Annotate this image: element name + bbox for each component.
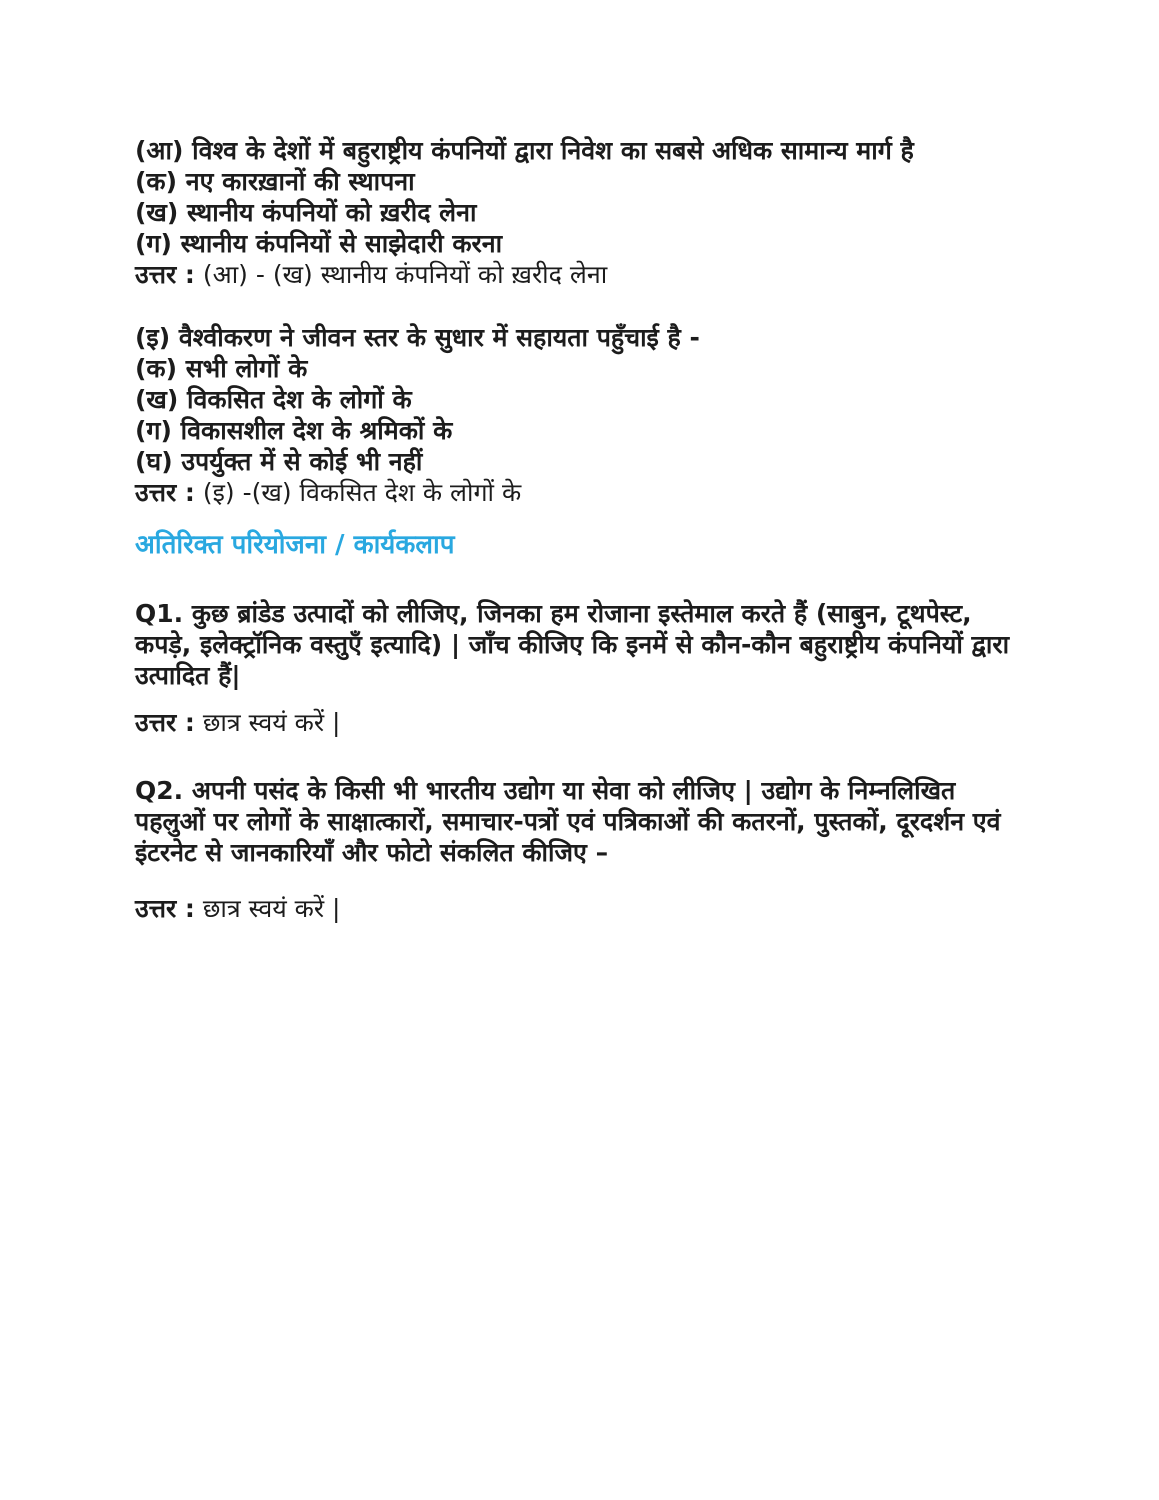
activity-q2-line-3: इंटरनेट से जानकारियाँ और फोटो संकलित कीजिए – [135, 838, 609, 867]
mcq2-option-a: (क) सभी लोगों के [135, 354, 308, 383]
section-heading: अतिरिक्त परियोजना / कार्यकलाप [135, 530, 455, 560]
mcq1-answer-label: उत्तर : [135, 260, 195, 289]
activity-q1-line-3: उत्पादित हैं| [135, 661, 241, 690]
activity-q2-line-1: Q2. अपनी पसंद के किसी भी भारतीय उद्योग या सेवा को लीजिए | उद्योग के निम्नलिखित [135, 776, 956, 805]
mcq1-answer-line [135, 259, 1065, 290]
mcq1-option-c: (ग) स्थानीय कंपनियों से साझेदारी करना [135, 229, 503, 258]
document-content [135, 135, 1065, 924]
mcq2-answer-text: (इ) -(ख) विकसित देश के लोगों के [202, 478, 522, 507]
mcq-block-1 [135, 135, 1065, 290]
activity-q1-line-1: Q1. कुछ ब्रांडेड उत्पादों को लीजिए, जिनका हम रोजाना इस्तेमाल करते हैं (साबुन, टूथपेस्ट, [135, 599, 972, 628]
activity-q2-answer-text: छात्र स्वयं करें | [202, 894, 341, 923]
activity-q2-answer-line [135, 893, 1065, 924]
activity-q1-line-2: कपड़े, इलेक्ट्रॉनिक वस्तुएँ इत्यादि) | जाँच कीजिए कि इनमें से कौन-कौन बहुराष्ट्रीय कंपनियों द्वारा [135, 630, 1010, 659]
mcq1-option-a: (क) नए कारख़ानों की स्थापना [135, 167, 415, 196]
mcq1-answer-text: (आ) - (ख) स्थानीय कंपनियों को ख़रीद लेना [202, 260, 608, 289]
activity-q2-line-2: पहलुओं पर लोगों के साक्षात्कारों, समाचार-पत्रों एवं पत्रिकाओं की कतरनों, पुस्तकों, दूरदर्शन एवं [135, 807, 1001, 836]
activity-q1-answer-line [135, 707, 1065, 738]
activity-q2-answer-label: उत्तर : [135, 894, 195, 923]
activity-q1 [135, 598, 1065, 691]
mcq1-option-b: (ख) स्थानीय कंपनियों को ख़रीद लेना [135, 198, 477, 227]
mcq2-option-d: (घ) उपर्युक्त में से कोई भी नहीं [135, 447, 423, 476]
mcq2-answer-line [135, 477, 1065, 508]
mcq2-option-b: (ख) विकसित देश के लोगों के [135, 385, 412, 414]
mcq-block-2 [135, 322, 1065, 508]
activity-q1-answer-label: उत्तर : [135, 708, 195, 737]
mcq2-question-line: (इ) वैश्वीकरण ने जीवन स्तर के सुधार में सहायता पहुँचाई है - [135, 323, 700, 352]
mcq2-option-c: (ग) विकासशील देश के श्रमिकों के [135, 416, 453, 445]
activity-q1-answer-text: छात्र स्वयं करें | [202, 708, 341, 737]
activity-q2 [135, 775, 1065, 868]
mcq2-answer-label: उत्तर : [135, 478, 195, 507]
mcq1-question-line: (आ) विश्व के देशों में बहुराष्ट्रीय कंपनियों द्वारा निवेश का सबसे अधिक सामान्य मार्ग है [135, 136, 914, 165]
